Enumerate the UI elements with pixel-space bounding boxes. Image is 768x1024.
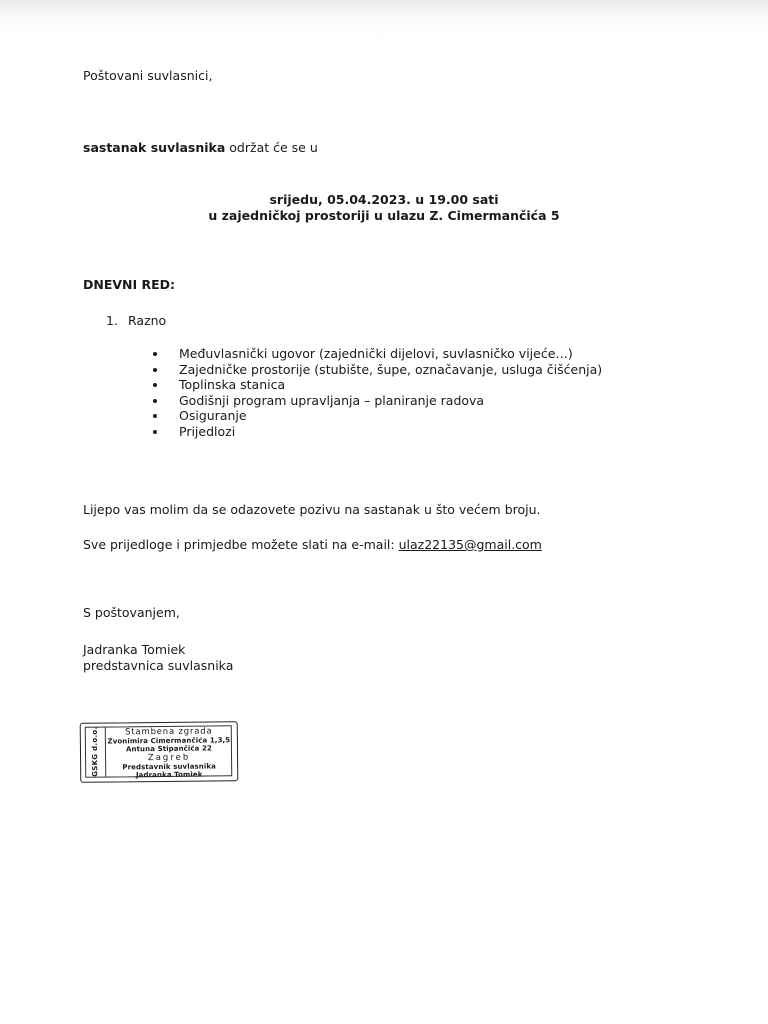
list-item: Zajedničke prostorije (stubište, šupe, označavanje, usluga čišćenja) (150, 362, 602, 378)
stamp-frame (85, 725, 233, 778)
email-text: Sve prijedloge i primjedbe možete slati na e-mail: (83, 537, 399, 552)
stamp-side-text: GSKG d.o.o. (90, 726, 100, 777)
official-stamp (80, 721, 239, 783)
stamp-line: Predstavnik suvlasnika (122, 761, 216, 771)
stamp-line: Jadranka Tomiek (135, 770, 203, 780)
intro-line (83, 140, 318, 156)
list-item: Godišnji program upravljanja – planiranje radova (150, 393, 602, 409)
stamp-line: Zagreb (147, 752, 191, 763)
stamp-text (107, 727, 232, 779)
stamp-side (85, 728, 107, 777)
meeting-date: srijedu, 05.04.2023. u 19.00 sati (269, 192, 499, 207)
agenda-number: 1. (106, 313, 118, 328)
signer-name: Jadranka Tomiek (83, 642, 186, 657)
list-item: Prijedlozi (150, 424, 602, 440)
agenda-item: Razno (128, 313, 167, 328)
intro-bold: sastanak suvlasnika (83, 140, 226, 155)
list-item: Osiguranje (150, 408, 602, 424)
list-item: Međuvlasnički ugovor (zajednički dijelovi, suvlasničko vijeće…) (150, 346, 602, 362)
request-text: Lijepo vas molim da se odazovete pozivu na sastanak u što većem broju. (83, 502, 541, 517)
intro-rest: održat će se u (225, 140, 318, 155)
agenda-heading: DNEVNI RED: (83, 277, 176, 292)
agenda-bullet-list (150, 346, 602, 439)
greeting: Poštovani suvlasnici, (83, 68, 213, 83)
email-line (83, 537, 542, 553)
email-link[interactable]: ulaz22135@gmail.com (398, 537, 542, 552)
stamp-line: Antuna Stipančića 22 (125, 744, 212, 754)
list-item: Toplinska stanica (150, 377, 602, 393)
stamp-line: Zvonimira Cimermančića 1,3,5 (107, 736, 231, 746)
stamp-line: Stambena zgrada (125, 726, 213, 738)
signer-role: predstavnica suvlasnika (83, 658, 234, 673)
meeting-place: u zajedničkoj prostoriji u ulazu Z. Cimermančića 5 (208, 208, 560, 223)
closing: S poštovanjem, (83, 605, 180, 620)
